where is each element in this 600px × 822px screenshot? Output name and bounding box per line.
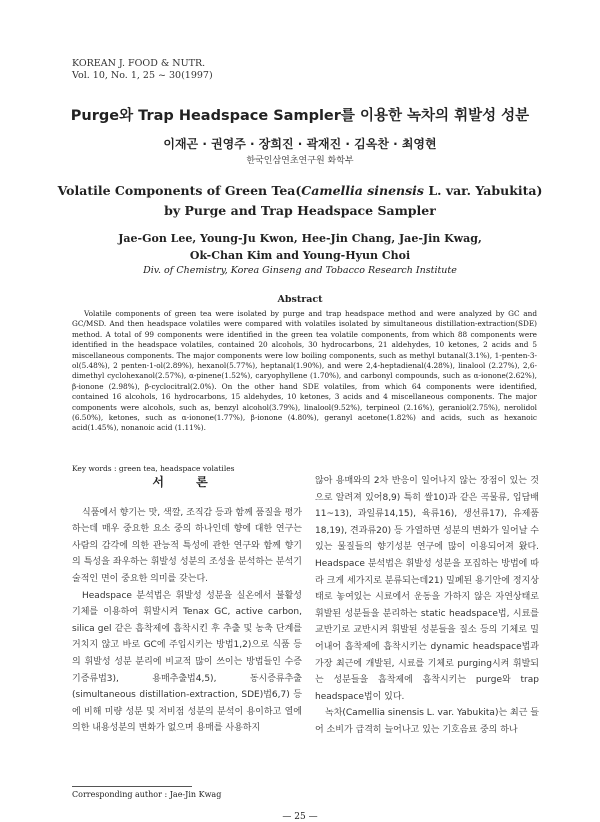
english-title-line2: by Purge and Trap Headspace Sampler [164, 203, 436, 218]
journal-volume: Vol. 10, No. 1, 25 ~ 30(1997) [72, 70, 213, 81]
journal-name: KOREAN J. FOOD & NUTR. [72, 58, 206, 69]
footnote-divider [72, 786, 192, 787]
keywords: Key words : green tea, headspace volatiles [72, 464, 235, 473]
corresponding-author: Corresponding author : Jae-Jin Kwag [72, 790, 222, 799]
body-column-right [315, 473, 539, 739]
paragraph: Headspace 분석법은 휘발성 성분을 실온에서 불활성 기체를 이용하여 휘발시켜 Tenax GC, active carbon, silica gel 같은 흡착제에 흡착시킨 후 추출 및 농축 단계를 거치지 않고 바로 GC에 주입시키는 방법1,2)으로 식품 등의 휘발성 성분 분리에 비교적 많이 쓰이는 방법들인 수증기증류법3), 용매추출법4,5), 동시증류추출(simultaneous distillation-extraction, SDE)법6,7) 등에 비해 미량 성분 및 저비점 성분의 분석이 용이하고 열에 의한 내용성분의 변화가 없으며 용매를 사용하지 [72, 590, 302, 734]
korean-authors: 이재곤 · 권영주 · 장희진 · 곽재진 · 김옥찬 · 최영현 [163, 137, 437, 151]
paragraph: 식품에서 향기는 맛, 색깔, 조직감 등과 함께 품질을 평가하는데 매우 중요한 요소 중의 하나인데 향에 대한 연구는 사람의 감각에 의한 관능적 특성에 관한 연구와 함께 향기의 특성을 좌우하는 휘발성 성분의 조성을 분석하는 분석기술적인 면이 중요한 의미를 갖는다. [72, 507, 302, 584]
paragraph: 녹차(Camellia sinensis L. var. Yabukita)는 최근 들어 소비가 급격히 늘어나고 있는 기호음료 중의 하나 [315, 708, 539, 735]
page-number: — 25 — [282, 812, 318, 822]
english-title-line1: Volatile Components of Green Tea(Camellia sinensis L. var. Yabukita) [57, 183, 543, 198]
english-title [0, 181, 600, 221]
english-authors: Jae-Gon Lee, Young-Ju Kwon, Hee-Jin Chang, Jae-Jin Kwag, Ok-Chan Kim and Young-Hyun Choi [118, 232, 482, 262]
abstract-text: Volatile components of green tea were isolated by purge and trap headspace method and were analyzed by GC and GC/MSD. And then headspace volatiles were compared with volatiles isolated by simultaneous distillation-extraction(SDE) method. A total of 99 components were identified in the green tea volatile components, from which 88 components were identified in the headspace volatiles, contained 20 alcohols, 30 hydrocarbons, 21 aldehydes, 10 ketones, 2 acids and 5 miscellaneous components. The major components were low boiling components, such as methyl butanal(3.1%), 1-penten-3-ol(5.48%), 2 penten-1-ol(2.89%), hexanol(5.77%), heptanal(1.90%), and were 2,4-heptadienal(4.28%), linalool (2.27%), 2,6-dimethyl cyclohexanol(2.57%), α-pinene(1.52%), caryophyllene (1.70%), and carbonyl compounds, such as α-ionone(2.62%), β-ionone (2.98%), β-cyclocitral(2.0%). On the other hand SDE volatiles, from which 64 components were identified, contained 16 alcohols, 16 hydrocarbons, 15 aldehydes, 10 ketones, 3 acids and 4 miscellaneous components. The major components were alcohols, such as, benzyl alcohol(3.79%), linalool(9.52%), terpineol (2.16%), geraniol(2.75%), nerolidol (6.50%), ketones, such as α-ionone(1.77%), β-ionone (4.80%), geranyl acetone(1.82%) and acids, such as hexanoic acid(1.45%), nonanoic acid (1.11%). [72, 309, 537, 433]
korean-affiliation: 한국인삼연초연구원 화학부 [246, 156, 354, 166]
abstract-heading: Abstract [277, 294, 323, 305]
journal-citation [72, 58, 213, 82]
paragraph: 않아 용매와의 2차 반응이 일어나지 않는 장점이 있는 것으로 알려져 있어8,9) 특히 쌀10)과 같은 곡물류, 입담배11~13), 과일류14,15), 육류16), 생선류17), 유제품18,19), 견과류20) 등 가열하면 성분의 변화가 일어날 수 있는 물질들의 향기성분 연구에 많이 이용되어져 왔다. Headspace 분석법은 휘발성 성분을 포집하는 방법에 따라 크게 세가지로 분류되는데21) 밀폐된 용기안에 정지상태로 놓여있는 시료에서 운동을 가하지 않은 자연상태로 휘발된 성분들을 분리하는 static headspace법, 시료를 교반기로 교반시켜 휘발된 성분들을 질소 등의 기체로 밀어내어 흡착제에 흡착시키는 dynamic headspace법과 가장 최근에 개발된, 시료를 기체로 purging시켜 휘발되는 성분들을 흡착제에 흡착시키는 purge와 trap headspace법이 있다. [315, 476, 539, 702]
section-heading: 서 론 [152, 475, 222, 489]
body-column-left [72, 470, 302, 737]
english-affiliation: Div. of Chemistry, Korea Ginseng and Tobacco Research Institute [143, 265, 457, 276]
korean-title: Purge와 Trap Headspace Sampler를 이용한 녹차의 휘발성 성분 [70, 108, 530, 124]
